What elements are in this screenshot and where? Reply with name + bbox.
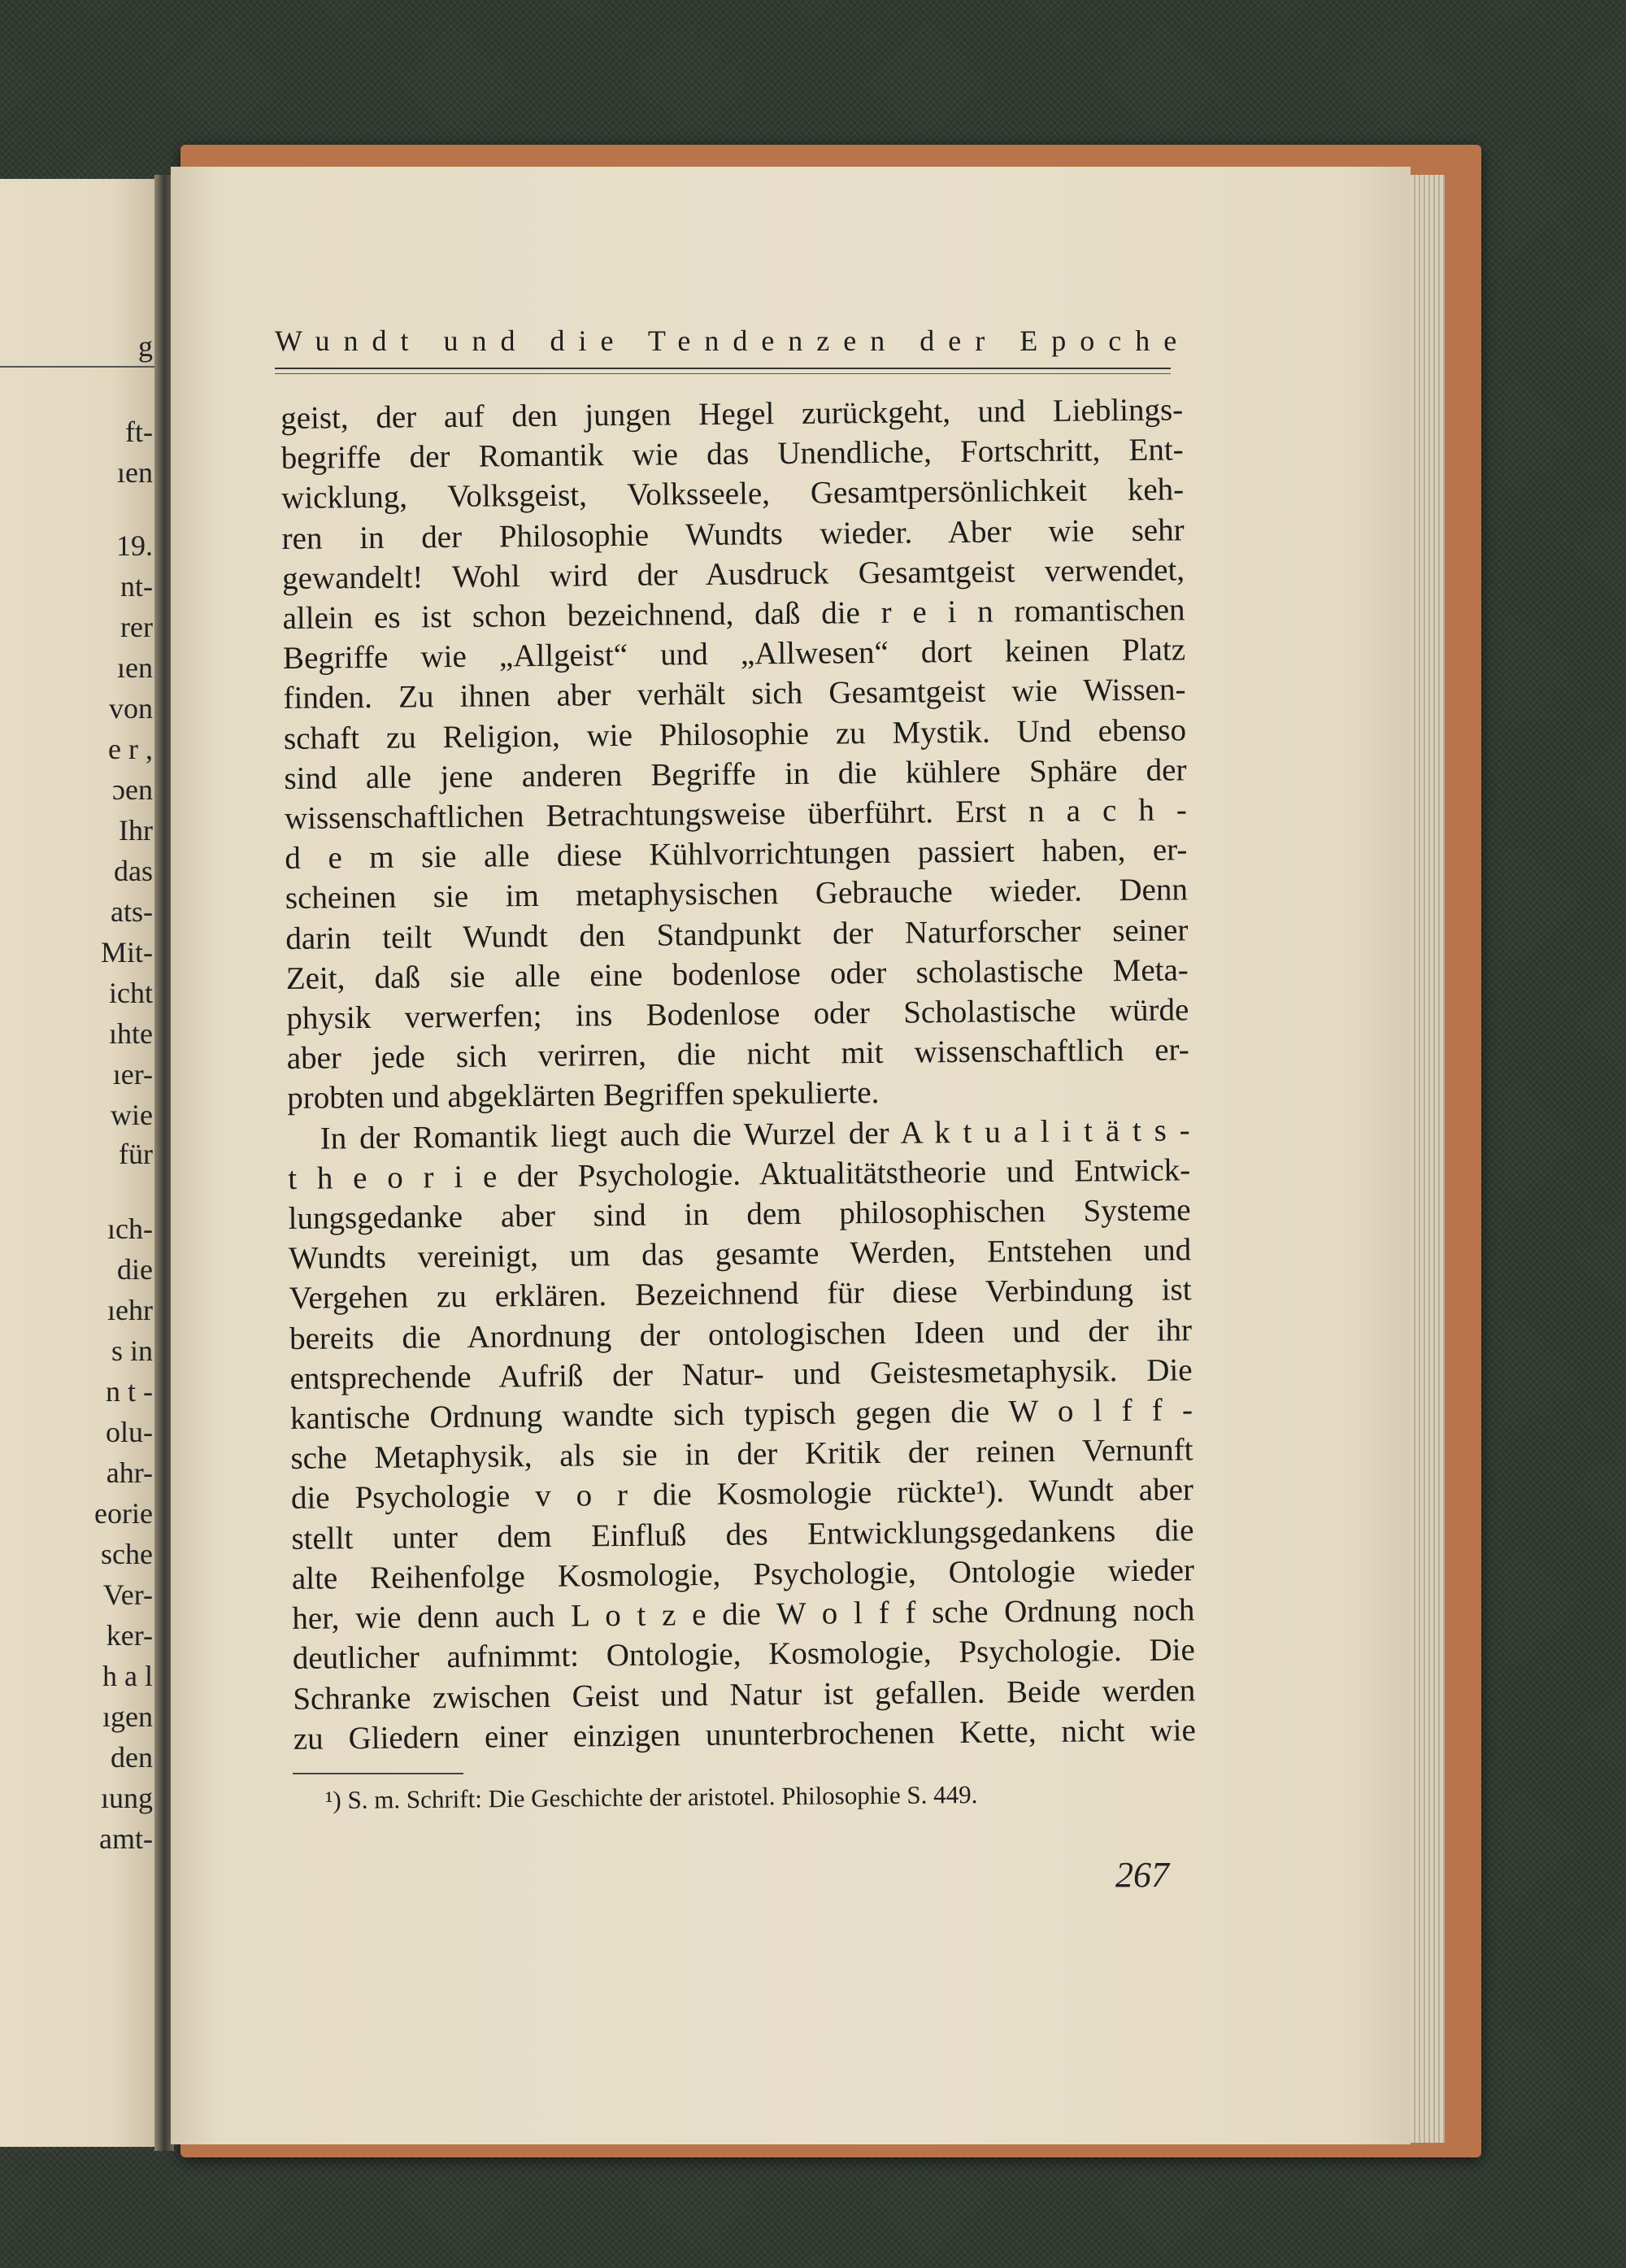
text-line: probten und abgeklärten Begriffen spekulierte. [287,1075,880,1117]
left-page-fragment: ıen [117,456,153,489]
left-page-fragment: ahr- [106,1456,153,1489]
running-head-rule [275,368,1171,369]
left-page-fragment: s in [111,1334,153,1367]
left-page-fragment: nt- [120,570,153,603]
text-line: sind alle jene anderen Begriffe in die kühlere Sphäre der [284,752,1187,796]
text-line: wicklung, Volksgeist, Volksseele, Gesamtpersönlichkeit keh- [280,472,1185,516]
text-line: Vergehen zu erklären. Bezeichnend für diese Verbindung ist [289,1272,1192,1317]
left-page-fragment: olu- [106,1416,153,1448]
text-line: entsprechende Aufriß der Natur- und Geistesmetaphysik. Die [289,1352,1193,1396]
left-page-fragment: für [119,1138,153,1170]
left-page-fragment: amt- [99,1822,153,1855]
text-line: gewandelt! Wohl wird der Ausdruck Gesamtgeist verwendet, [281,552,1185,596]
text-line: In der Romantik liegt auch die Wurzel der A k t u a l i t ä t s - [320,1112,1190,1156]
text-line: sche Metaphysik, als sie in der Kritik der reinen Vernunft [290,1432,1193,1477]
text-line: Wundts vereinigt, um das gesamte Werden, Entstehen und [288,1232,1192,1277]
running-head: Wundt und die Tendenzen der Epoche [275,324,1191,357]
text-line: schaft zu Religion, wie Philosophie zu Mystik. Und ebenso [283,712,1187,756]
left-page-fragment: n t - [106,1375,153,1408]
left-page-fragment: ıung [100,1782,153,1814]
left-page-fragment: g [138,330,153,363]
left-page-fragment: e r , [108,733,153,765]
text-line: allein es ist schon bezeichnend, daß die r e i n romantischen [282,592,1185,637]
footnote-rule [293,1773,463,1774]
text-line: lungsgedanke aber sind in dem philosophischen Systeme [288,1192,1191,1237]
text-line: alte Reihenfolge Kosmologie, Psychologie, Ontologie wieder [291,1552,1195,1596]
text-line: finden. Zu ihnen aber verhält sich Gesamtgeist wie Wissen- [283,672,1186,716]
left-page-fragment: ıch- [107,1212,153,1245]
text-line: Begriffe wie „Allgeist“ und „Allwesen“ dort keinen Platz [282,632,1186,677]
left-page-fragment: ker- [106,1619,153,1652]
page-edges [1411,175,1445,2143]
left-page-fragment: rer [120,611,153,643]
left-page-fragment: 19. [116,529,153,562]
left-page-fragment: ıgen [102,1700,153,1733]
left-page-fragment: den [111,1741,153,1774]
page-number: 267 [1115,1855,1169,1895]
left-page-fragment: wie [111,1099,153,1131]
left-page-fragment: Mit- [100,936,153,969]
left-page-fragment: Ihr [119,814,153,847]
left-page-fragment: Ver- [102,1578,153,1611]
left-page-fragment: ıehr [107,1294,153,1326]
text-line: begriffe der Romantik wie das Unendliche, Fortschritt, Ent- [280,432,1184,477]
left-page-fragment: ats- [111,895,153,928]
text-line: physik verwerfen; ins Bodenlose oder Scholastische würde [286,992,1189,1037]
left-page-fragment: h a l [102,1660,153,1692]
text-line: deutlicher aufnimmt: Ontologie, Kosmologie, Psychologie. Die [292,1632,1196,1677]
text-line: zu Gliedern einer einzigen ununterbrochenen Kette, nicht wie [293,1712,1196,1757]
text-line: scheinen sie im metaphysischen Gebrauche wieder. Denn [285,872,1189,916]
left-page-fragment: ıer- [112,1058,153,1090]
running-head-rule-thin [275,373,1171,374]
text-line: ren in der Philosophie Wundts wieder. Aber wie sehr [281,511,1185,556]
text-line: her, wie denn auch L o t z e die W o l f f sche Ordnung noch [292,1592,1195,1637]
text-line: kantische Ordnung wandte sich typisch gegen die W o l f f - [289,1392,1193,1437]
left-page-fragment: ıhte [109,1017,153,1050]
text-line: geist, der auf den jungen Hegel zurückgeht, und Lieblings- [280,392,1184,436]
body-text [280,390,1196,1758]
left-page-fragment: ıen [117,651,153,684]
left-page-fragment: die [117,1253,153,1286]
text-line: wissenschaftlichen Betrachtungsweise überführt. Erst n a c h - [284,792,1188,837]
text-line: Schranke zwischen Geist und Natur ist gefallen. Beide werden [293,1672,1196,1717]
text-line: darin teilt Wundt den Standpunkt der Naturforscher seiner [285,912,1189,956]
left-page-fragment: ɔen [112,773,153,806]
text-line: die Psychologie v o r die Kosmologie rückte¹). Wundt aber [290,1472,1194,1517]
text-line: t h e o r i e der Psychologie. Aktualitätstheorie und Entwick- [288,1152,1191,1196]
left-page-fragment: sche [101,1538,153,1570]
text-line: d e m sie alle diese Kühlvorrichtungen passiert haben, er- [285,832,1188,877]
left-page-head-rule [0,366,159,368]
text-line: aber jede sich verirren, die nicht mit wissenschaftlich er- [286,1032,1189,1077]
left-page-fragment: das [114,855,153,887]
left-page [0,179,159,2147]
left-page-fragment: icht [109,977,153,1009]
text-line: Zeit, daß sie alle eine bodenlose oder scholastische Meta- [285,952,1189,996]
left-page-fragment: von [109,692,153,725]
left-page-fragment: ft- [125,416,153,448]
left-page-fragment: eorie [94,1497,153,1530]
text-line: bereits die Anordnung der ontologischen Ideen und der ihr [289,1312,1193,1356]
text-line: stellt unter dem Einfluß des Entwicklungsgedankens die [291,1512,1194,1556]
footnote: ¹) S. m. Schrift: Die Geschichte der aristotel. Philosophie S. 449. [325,1779,978,1814]
